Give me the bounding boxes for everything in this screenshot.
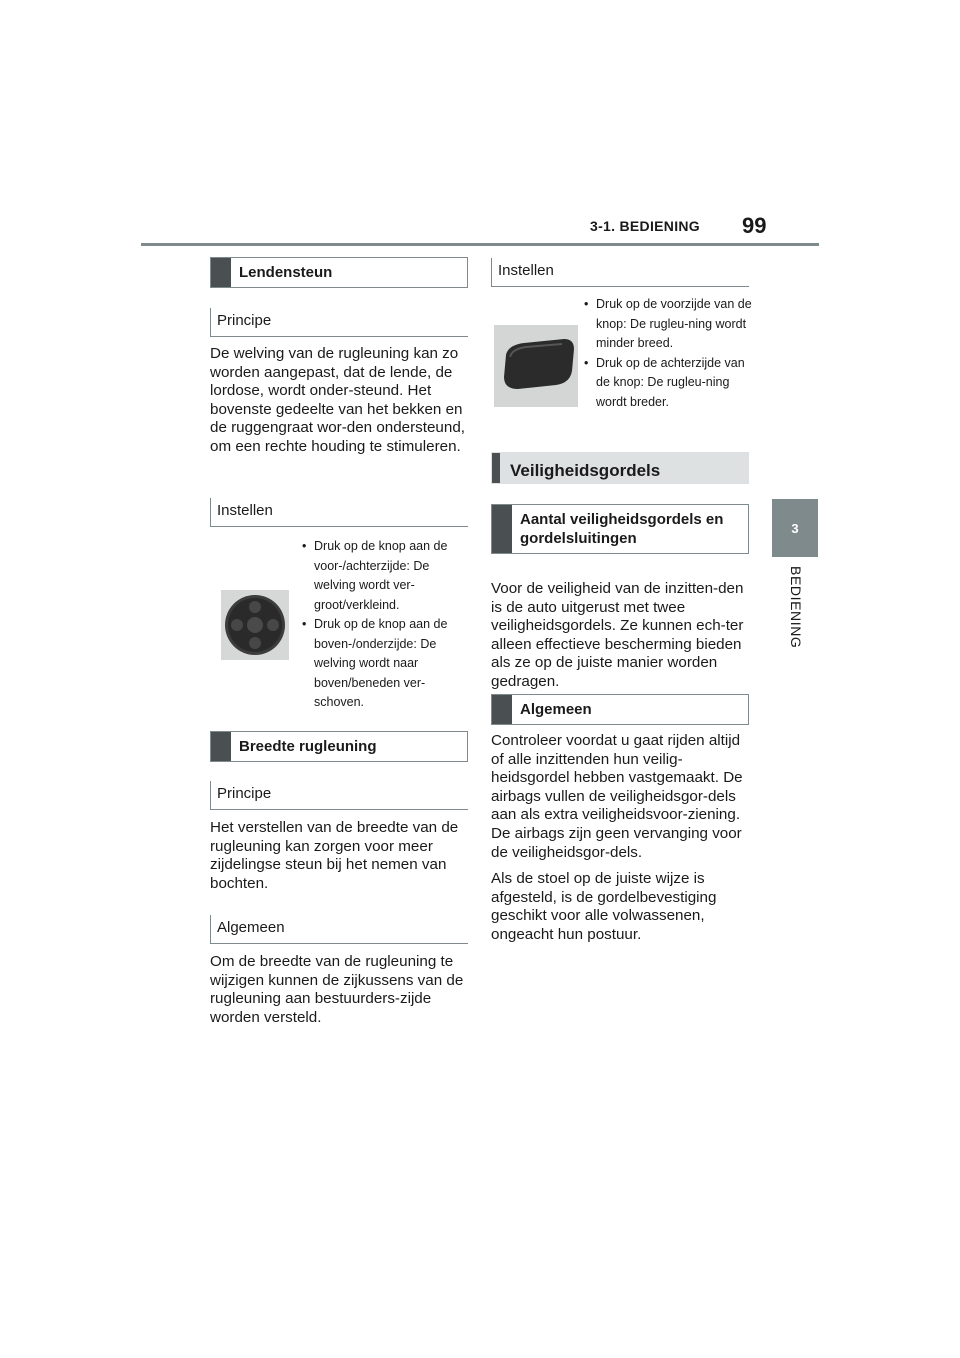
backrest-width-button-icon — [494, 325, 578, 407]
paragraph-principe-2 — [210, 819, 468, 901]
section-heading-breedte — [210, 731, 468, 762]
paragraph-text: Controleer voordat u gaat rijden altijd of alle inzittenden hun veilig-heidsgordel hebben vastgemaakt. De airbags vullen de veiligheidsgor-dels aan als extra veiligheidsvoor-ziening. De airbags zijn geen vervanging voor de veiligheidsgor-dels. — [491, 732, 743, 861]
header-rule — [141, 243, 819, 246]
heading-marker — [211, 258, 231, 287]
list-item: • Druk op de achterzijde van de knop: De rugleu-ning wordt breder. — [582, 354, 752, 413]
chapter-tab — [772, 499, 818, 557]
subheading-label: Instellen — [491, 258, 749, 286]
paragraph-algemeen-1 — [210, 953, 468, 1035]
paragraph-text: Als de stoel op de juiste wijze is afgesteld, is de gordelbevestiging geschikt voor alle volwassenen, ongeacht hun postuur. — [491, 870, 717, 943]
section-heading-veiligheidsgordels — [491, 452, 749, 484]
chapter-side-label — [786, 566, 804, 656]
bullet-list-instellen-2 — [582, 295, 752, 412]
paragraph-principe-1 — [210, 345, 468, 465]
subheading-principe-2 — [210, 781, 468, 810]
paragraph-text: Om de breedte van de rugleuning te wijzigen kunnen de zijkussens van de rugleuning aan bestuurders-zijde worden versteld. — [210, 953, 464, 1026]
heading-marker — [492, 505, 512, 553]
chapter-number: 3 — [791, 520, 799, 536]
paragraph-text: De welving van de rugleuning kan zo worden aangepast, dat de lende, de lordose, wordt onder-steund. Het bovenste gedeelte van het bekken en de ruggengraat wor-den ondersteund, om een rechte houding te stimuleren. — [210, 345, 465, 455]
heading-label: Algemeen — [520, 701, 592, 718]
list-item: • Druk op de knop aan de voor-/achterzijde: De welving wordt ver-groot/verkleind. — [300, 537, 468, 615]
subheading-label: Principe — [210, 781, 468, 809]
running-title: 3-1. BEDIENING — [590, 218, 700, 234]
section-heading-algemeen-2 — [491, 694, 749, 725]
subheading-instellen-1 — [210, 498, 468, 527]
subheading-label: Algemeen — [210, 915, 468, 943]
heading-label: Aantal veiligheidsgordels en gordelsluitingen — [520, 511, 724, 547]
heading-marker — [492, 453, 500, 483]
heading-label: Veiligheidsgordels — [510, 461, 661, 480]
subheading-instellen-2 — [491, 258, 749, 287]
chapter-label: BEDIENING — [788, 566, 804, 649]
width-button-graphic — [494, 325, 578, 407]
paragraph-aantal — [491, 580, 749, 700]
paragraph-text: Voor de veiligheid van de inzitten-den is de auto uitgerust met twee veiligheidsgordels. Ze kunnen ech-ter alleen effectieve bescherming bieden als ze op de juiste manier worden gedragen. — [491, 580, 744, 690]
page-number: 99 — [742, 213, 767, 238]
section-heading-lendensteun — [210, 257, 468, 288]
heading-marker — [211, 732, 231, 761]
lumbar-support-knob-icon — [221, 590, 289, 660]
paragraph-algemeen-2 — [491, 732, 749, 953]
heading-marker — [492, 695, 512, 724]
bullet-list-instellen-1 — [300, 537, 468, 713]
subheading-principe-1 — [210, 308, 468, 337]
list-item: • Druk op de voorzijde van de knop: De rugleu-ning wordt minder breed. — [582, 295, 752, 354]
lumbar-knob-graphic — [221, 590, 289, 660]
section-heading-aantal — [491, 504, 749, 554]
heading-label: Breedte rugleuning — [239, 738, 377, 755]
list-item: • Druk op de knop aan de boven-/onderzijde: De welving wordt naar boven/beneden ver-schoven. — [300, 615, 468, 713]
subheading-label: Principe — [210, 308, 468, 336]
subheading-label: Instellen — [210, 498, 468, 526]
subheading-algemeen-1 — [210, 915, 468, 944]
paragraph-text: Het verstellen van de breedte van de rugleuning kan zorgen voor meer zijdelingse steun bij het nemen van bochten. — [210, 819, 459, 892]
heading-label: Lendensteun — [239, 264, 333, 281]
